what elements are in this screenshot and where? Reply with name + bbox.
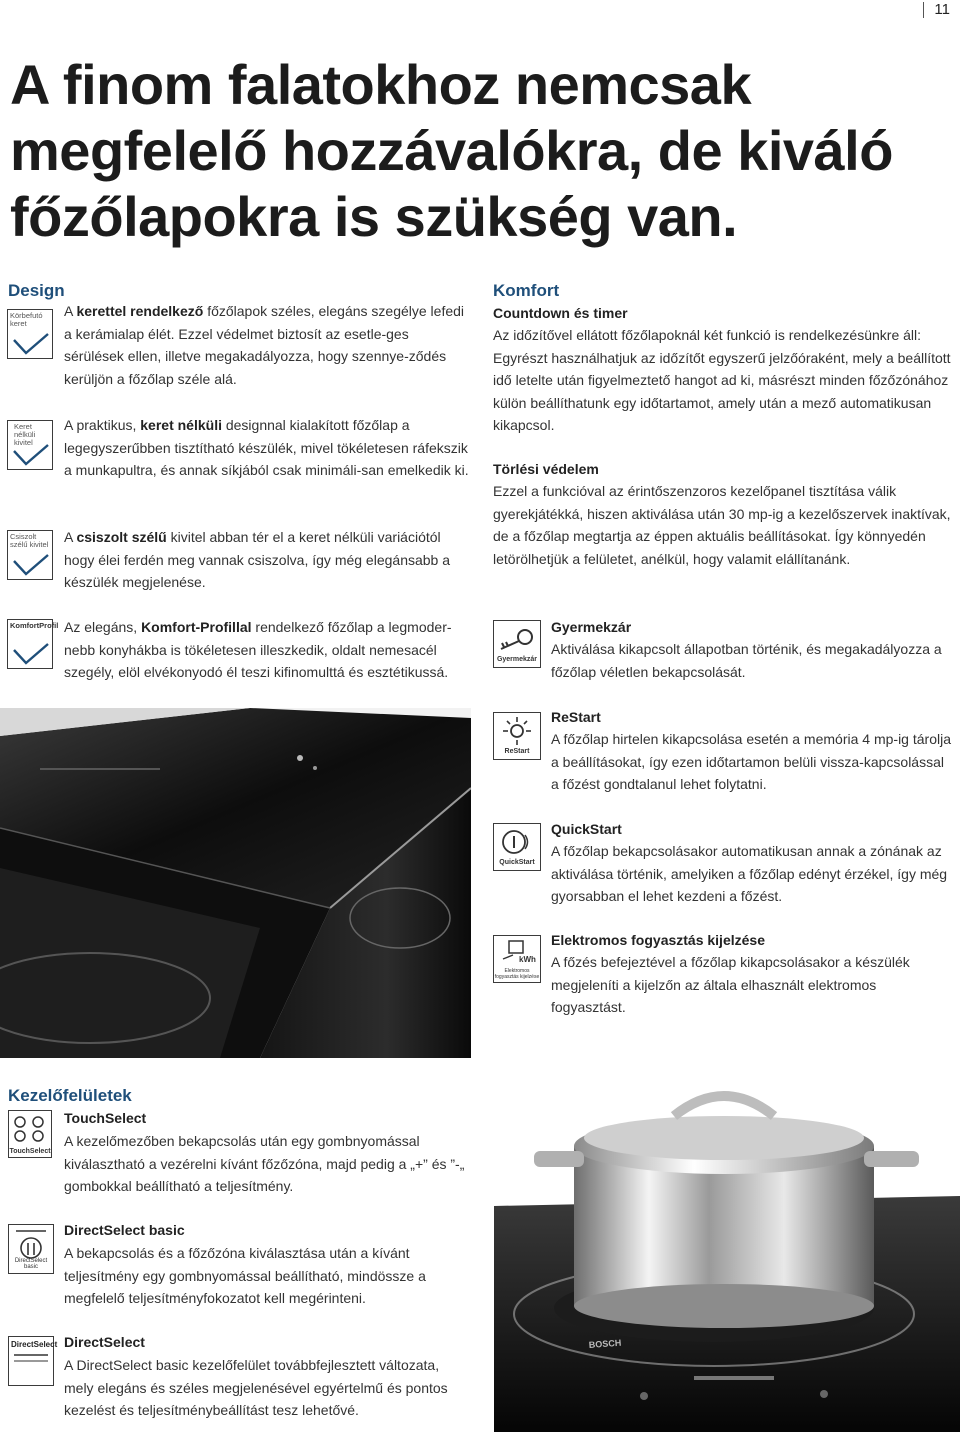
directselect-title: DirectSelect [64,1334,145,1350]
checkmark-icon [10,553,52,579]
hob-photo [0,708,471,1058]
page-headline [10,52,930,250]
cooking-pot-illustration [494,1076,960,1432]
directselect-badge: DirectSelect [8,1336,54,1386]
headline-line-2: megfelelő hozzávalókra, de kiváló [10,119,893,182]
touchselect-icon [10,1113,50,1145]
energy-display-text: A főzés befejeztével a főzőlap kikapcsolásakor a készülék megjeleníti a kijelzőn az általa elhasznált elektromos fogyasztást. [551,954,910,1016]
directselect-basic-icon [10,1227,52,1261]
touchselect-text: A kezelőmezőben bekapcsolás után egy gombnyomással kiválasztható a vezérelni kívánt főzőzóna, majd pedig a „+” és ”-„ gombokkal beállítható a teljesítmény. [64,1133,465,1195]
design-text-2: A praktikus, keret nélküli designnal kialakított főzőlap a legegyszerűbben tisztítható készülék, mivel tökéletesen ráfekszik a munkapultra, és annak síkjából csak minimáli-san emelkedik ki. [64,417,469,479]
design-text-4: Az elegáns, Komfort-Profillal rendelkező főzőlap a legmoder-nebb konyhákba is tökéletesen illeszkedik, oldalt nemesacél szegély, elöl elvékonyodó él teszi kifinomulttá és esztétikussá. [64,619,452,681]
kezelo-heading: Kezelőfelületek [8,1086,132,1105]
headline-line-1: A finom falatokhoz nemcsak [10,53,752,116]
torlesi-text: Ezzel a funkcióval az érintőszenzoros kezelőpanel tisztítása válik gyerekjátékká, hiszen aktiválása után 30 mp-ig a kezelőszervek inaktívak, de a főzőlap megtartja az éppen aktuális beállításokat. Így könnyedén letörölhetjük a felületet, anélkül, hogy valamit elállítanánk. [493,483,951,567]
child-lock-title: Gyermekzár [551,619,632,635]
kwh-icon [495,939,539,965]
polished-edge-badge-icon: Csiszolt szélű kivitel [7,530,53,580]
quickstart-icon [495,827,539,857]
hob-brand-label: BOSCH [588,1337,622,1350]
headline-line-3: főzőlapokra is szükség van. [10,185,738,248]
torlesi-title: Törlési védelem [493,461,599,477]
child-lock-badge: Gyermekzár [493,620,541,668]
touchselect-title: TouchSelect [64,1110,147,1126]
design-heading: Design [8,281,65,300]
quickstart-title: QuickStart [551,821,622,837]
restart-badge: ReStart [493,712,541,760]
touchselect-badge: TouchSelect [8,1110,52,1158]
quickstart-badge: QuickStart [493,823,541,871]
checkmark-icon [10,443,52,469]
directselect-basic-badge: DirectSelect basic [8,1224,54,1274]
directselect-icon [10,1353,52,1379]
page-number: 11 [923,2,950,18]
key-icon [495,625,539,655]
directselect-basic-title: DirectSelect basic [64,1222,185,1238]
restart-text: A főzőlap hirtelen kikapcsolása esetén a memória 4 mp-ig tárolja a beállításokat, így ezen időtartamon belüli vissza-kapcsolással a főzést gondtalanul lehet folytatni. [551,731,951,793]
cooktops-illustration [0,708,471,1058]
directselect-basic-text: A bekapcsolás és a főzőzóna kiválasztása után a kívánt teljesítmény egy gombnyomással beállítható, mindössze a megfelelő teljesítményfokozatot kell megérinteni. [64,1245,426,1307]
checkmark-icon [10,642,52,668]
komfort-heading: Komfort [493,281,560,300]
komfortprofil-badge-icon: KomfortProfil [7,619,53,669]
restart-icon [495,716,539,746]
directselect-text: A DirectSelect basic kezelőfelület továbbfejlesztett változata, mely elegáns és széles megjelenésével egyértelmű és pontos kezelést és teljesítménybeállítást tesz lehetővé. [64,1357,448,1419]
svg-text:kWh: kWh [519,955,536,964]
countdown-text: Az időzítővel ellátott főzőlapoknál két funkció is rendelkezésünkre áll: Egyrészt használhatjuk az időzítőt egyszerű jelzőóraként, mely a beállított idő letelte után figyelmeztető hangot ad ki, másrészt minden főzőzónához külön beállíthatunk egy időtartamot, amely után a mező automatikusan kikapcsol. [493,327,951,434]
frame-badge-icon: Körbefutó keret [7,309,53,359]
energy-display-title: Elektromos fogyasztás kijelzése [551,932,765,948]
pot-on-hob-photo [494,1076,960,1432]
checkmark-icon [10,332,52,358]
countdown-title: Countdown és timer [493,305,628,321]
restart-title: ReStart [551,709,601,725]
design-text-3: A csiszolt szélű kivitel abban tér el a keret nélküli variációtól hogy élei ferdén meg vannak csiszolva, így még elegánsabb a készülék megjelenése. [64,529,451,591]
child-lock-text: Aktiválása kikapcsolt állapotban történik, és megakadályozza a főzőlap véletlen bekapcsolását. [551,641,942,680]
design-text-1: A kerettel rendelkező főzőlapok széles, elegáns szegélye lefedi a kerámialap élét. Ezzel védelmet biztosít az esetle-ges sérülések ellen, illetve megakadályozza, hogy szennye-ződés kerüljön a főzőlap széle alá. [64,303,465,387]
frameless-badge-icon: Keret nélküli kivitel [7,420,53,470]
quickstart-text: A főzőlap bekapcsolásakor automatikusan annak a zónának az aktiválása történik, amelyiken a főzőlap edényt érzékel, így még gyorsabban el lehet kezdeni a főzést. [551,843,948,905]
energy-display-badge: kWh Elektromos fogyasztás kijelzése [493,935,541,983]
